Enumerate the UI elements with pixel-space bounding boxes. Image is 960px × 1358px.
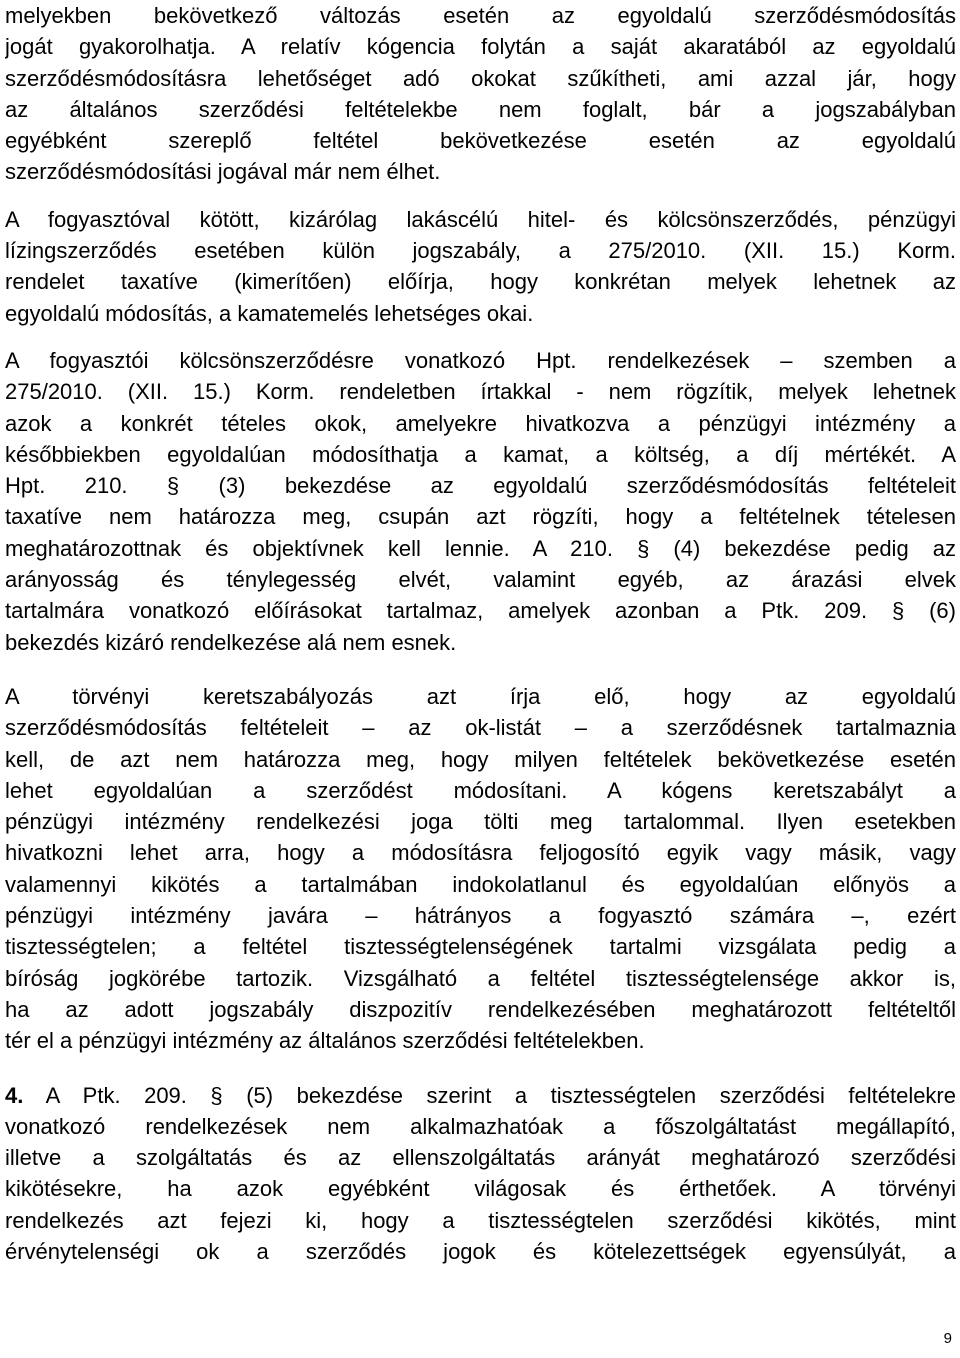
text-line: szerződésmódosítás feltételeit – az ok-listát – a szerződésnek tartalmaznia [5, 715, 956, 741]
text-line: illetve a szolgáltatás és az ellenszolgáltatás arányát meghatározó szerződési [5, 1145, 956, 1171]
text-line: valamennyi kikötés a tartalmában indokolatlanul és egyoldalúan előnyös a [5, 871, 956, 897]
text-line: rendelet taxatíve (kimerítően) előírja, hogy konkrétan melyek lehetnek az [5, 269, 956, 295]
text-line: érvénytelenségi ok a szerződés jogok és kötelezettségek egyensúlyát, a [5, 1238, 956, 1264]
text-line: ha az adott jogszabály diszpozitív rendelkezésében meghatározott feltételtől [5, 996, 956, 1022]
text-line: melyekben bekövetkező változás esetén az egyoldalú szerződésmódosítás [5, 3, 956, 28]
section-number: 4. [5, 1082, 24, 1108]
text-line: szerződésmódosítási jogával már nem élhet. [5, 159, 441, 185]
document-page [5, 0, 956, 1267]
text-line: A törvényi keretszabályozás azt írja elő, hogy az egyoldalú [5, 683, 956, 709]
text-line: taxatíve nem határozza meg, csupán azt rögzíti, hogy a feltételnek tételesen [5, 504, 956, 530]
paragraph-3 [5, 345, 956, 658]
paragraph-4 [5, 681, 956, 1057]
text-line: egyoldalú módosítás, a kamatemelés lehetséges okai. [5, 300, 534, 326]
text-line: tartalmára vonatkozó előírásokat tartalmaz, amelyek azonban a Ptk. 209. § (6) [5, 598, 956, 624]
text-line: kikötésekre, ha azok egyébként világosak és érthetőek. A törvényi [5, 1176, 956, 1202]
text-line: pénzügyi intézmény javára – hátrányos a fogyasztó számára –, ezért [5, 903, 956, 929]
text-line: bekezdés kizáró rendelkezése alá nem esnek. [5, 629, 457, 655]
text-line: rendelkezés azt fejezi ki, hogy a tisztességtelen szerződési kikötés, mint [5, 1207, 956, 1233]
text-line: jogát gyakorolhatja. A relatív kógencia folytán a saját akaratából az egyoldalú [5, 34, 956, 60]
paragraph-2 [5, 204, 956, 329]
text-line: későbbiekben egyoldalúan módosíthatja a kamat, a költség, a díj mértékét. A [5, 441, 956, 467]
text-line: hivatkozni lehet arra, hogy a módosításra feljogosító egyik vagy másik, vagy [5, 840, 956, 866]
text-line: tisztességtelen; a feltétel tisztességtelenségének tartalmi vizsgálata pedig a [5, 934, 956, 960]
text-line: meghatározottnak és objektívnek kell lennie. A 210. § (4) bekezdése pedig az [5, 535, 956, 561]
paragraph-1 [5, 0, 956, 188]
text-line: azok a konkrét tételes okok, amelyekre hivatkozva a pénzügyi intézmény a [5, 410, 956, 436]
text-line: kell, de azt nem határozza meg, hogy milyen feltételek bekövetkezése esetén [5, 746, 956, 772]
text-line: tér el a pénzügyi intézmény az általános szerződési feltételekben. [5, 1028, 645, 1054]
text-line: az általános szerződési feltételekbe nem foglalt, bár a jogszabályban [5, 96, 956, 122]
text-line: bíróság jogkörébe tartozik. Vizsgálható a feltétel tisztességtelensége akkor is, [5, 965, 956, 991]
text-line: A fogyasztói kölcsönszerződésre vonatkozó Hpt. rendelkezések – szemben a [5, 347, 956, 373]
text-line-content: A Ptk. 209. § (5) bekezdése szerint a tisztességtelen szerződési feltételekre [23, 1082, 956, 1108]
paragraph-5 [5, 1080, 956, 1268]
text-line: szerződésmódosításra lehetőséget adó okokat szűkítheti, ami azzal jár, hogy [5, 65, 956, 91]
text-line: lízingszerződés esetében külön jogszabály, a 275/2010. (XII. 15.) Korm. [5, 238, 956, 264]
text-line: lehet egyoldalúan a szerződést módosítani. A kógens keretszabályt a [5, 777, 956, 803]
text-line: Hpt. 210. § (3) bekezdése az egyoldalú szerződésmódosítás feltételeit [5, 473, 956, 499]
text-line: egyébként szereplő feltétel bekövetkezése esetén az egyoldalú [5, 128, 956, 154]
page-number: 9 [943, 1330, 952, 1347]
text-line-numbered [5, 1080, 956, 1111]
text-line: A fogyasztóval kötött, kizárólag lakáscélú hitel- és kölcsönszerződés, pénzügyi [5, 206, 956, 232]
text-line: arányosság és ténylegesség elvét, valamint egyéb, az árazási elvek [5, 567, 956, 593]
text-line: pénzügyi intézmény rendelkezési joga tölti meg tartalommal. Ilyen esetekben [5, 809, 956, 835]
text-line: 275/2010. (XII. 15.) Korm. rendeletben írtakkal - nem rögzítik, melyek lehetnek [5, 379, 956, 405]
text-line: vonatkozó rendelkezések nem alkalmazhatóak a főszolgáltatást megállapító, [5, 1113, 956, 1139]
